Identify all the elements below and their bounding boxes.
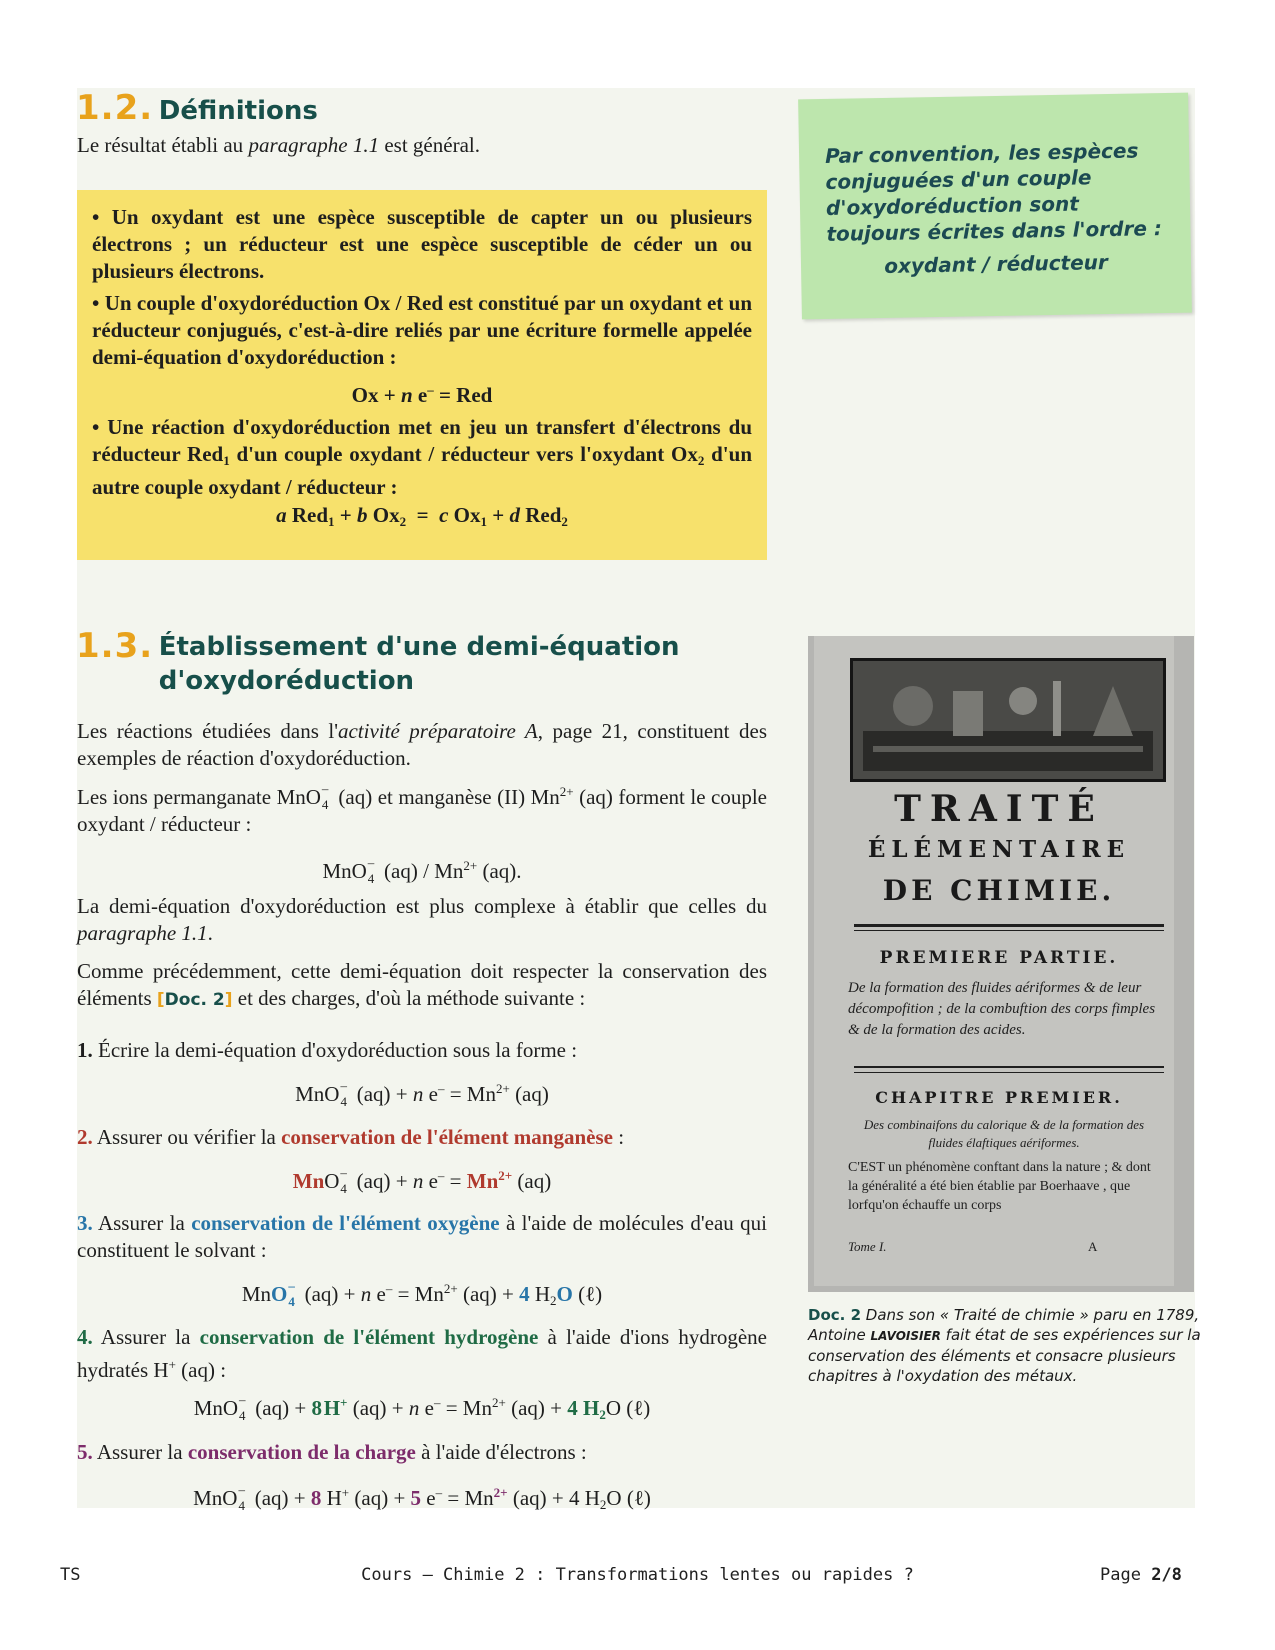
sub: 1 <box>480 514 487 529</box>
highlight: conservation de l'élément oxygène <box>191 1211 500 1235</box>
text: (aq) <box>509 1082 549 1106</box>
text: O <box>605 1396 621 1420</box>
text: = <box>392 1282 415 1306</box>
definitions-box <box>77 190 767 560</box>
sub: 2 <box>550 1293 557 1308</box>
sub: 2 <box>599 1497 607 1512</box>
highlight: conservation de la charge <box>187 1440 416 1464</box>
text: MnO <box>193 1396 239 1420</box>
doc-label: Doc. 2 <box>164 990 225 1010</box>
species: Red <box>286 503 329 527</box>
tome-label <box>848 1236 1160 1257</box>
treatise-title-2: ÉLÉMENTAIRE <box>867 836 1131 863</box>
text: Assurer la <box>92 1325 200 1349</box>
treatise-title-3: DE CHIMIE. <box>882 874 1116 907</box>
laboratory-engraving-icon <box>853 661 1163 779</box>
sub-sup <box>238 1392 250 1423</box>
sup: 2+ <box>491 1395 506 1410</box>
divider <box>854 924 1164 927</box>
eq-part: = Red <box>433 383 493 407</box>
equation-step-1 <box>77 1075 767 1108</box>
text: H <box>321 1486 342 1510</box>
text: d'un autre couple oxydant / réducteur : <box>92 442 753 499</box>
text: (aq) <box>299 1282 339 1306</box>
text: H <box>577 1396 600 1420</box>
doc-2-caption <box>808 1305 1203 1386</box>
text-ref: activité préparatoire A <box>337 719 538 743</box>
coef: 8 <box>311 1396 322 1420</box>
text: H <box>529 1282 551 1306</box>
text: Mn <box>466 1082 496 1106</box>
text: MnO <box>295 1082 340 1106</box>
sub: 1 <box>223 453 230 468</box>
text: Assurer ou vérifier la <box>92 1125 282 1149</box>
text: + <box>289 1396 312 1420</box>
part-description: De la formation des fluides aériformes & de leur décompofition ; de la combuftion des corps fimples & de la formation des acides. <box>848 980 1156 1038</box>
coef: d <box>509 503 520 527</box>
intro-text-end: est général. <box>379 133 480 157</box>
sup: 2+ <box>443 1281 458 1296</box>
eq-part: Ox + <box>351 383 401 407</box>
definition-couple: • Un couple d'oxydoréduction Ox / Red est constitué par un oxydant et un réducteur conjugués, c'est-à-dire reliés par une écriture formelle appelée demi-équation d'oxydoréduction : <box>92 291 752 369</box>
text: Les réactions étudiées dans l' <box>77 719 338 743</box>
text: e <box>423 1169 438 1193</box>
step-3 <box>77 1210 767 1264</box>
text: Mn <box>466 1169 499 1193</box>
text: H <box>579 1486 600 1510</box>
sub-sup <box>321 781 333 812</box>
text: (aq) <box>457 1282 497 1306</box>
divider <box>854 930 1164 931</box>
equation-step-3 <box>77 1275 767 1314</box>
section-number: 1.3. <box>76 626 154 666</box>
op: = <box>406 503 440 527</box>
sup: 2+ <box>498 1168 513 1183</box>
text: e <box>423 1082 438 1106</box>
text: et des charges, d'où la méthode suivante : <box>232 986 586 1010</box>
text: + <box>390 1082 413 1106</box>
reaction-equation <box>77 502 767 535</box>
intro-ref: paragraphe 1.1 <box>248 133 380 157</box>
sup: 2+ <box>495 1081 510 1096</box>
text: (aq) <box>351 1169 391 1193</box>
equation-step-2 <box>77 1162 767 1195</box>
doc-2-image <box>808 636 1194 1292</box>
page-label: Page <box>1100 1565 1152 1585</box>
step-number: 1. <box>77 1038 93 1062</box>
text: (ℓ) <box>621 1396 651 1420</box>
engraving-illustration <box>850 658 1166 782</box>
section-title: d'oxydoréduction <box>158 666 415 696</box>
highlight: conservation de l'élément manganèse <box>281 1125 613 1149</box>
text: à l'aide d'ions hydrogène hydratés H <box>77 1325 767 1382</box>
text: H <box>323 1396 341 1420</box>
sub: 4 <box>238 1498 245 1513</box>
paragraph-permanganate <box>77 778 767 838</box>
text: + <box>386 1396 409 1420</box>
definition-reaction <box>92 414 752 501</box>
text: (aq) <box>512 1169 552 1193</box>
coef: 4 <box>519 1282 530 1306</box>
sup: 2+ <box>463 858 478 873</box>
signature-mark: A <box>1088 1239 1098 1254</box>
step-4 <box>77 1324 767 1384</box>
species: Ox <box>448 503 481 527</box>
text: n <box>412 1082 424 1106</box>
text: O <box>324 1169 340 1193</box>
text: + <box>288 1486 311 1510</box>
text: (aq) : <box>175 1358 227 1382</box>
text: + <box>390 1169 413 1193</box>
bracket: ] <box>224 990 233 1010</box>
sub: 2 <box>697 453 705 468</box>
sup: – <box>385 1281 393 1296</box>
text: Assurer la <box>92 1211 192 1235</box>
divider <box>854 1072 1164 1073</box>
sup: – <box>239 1392 246 1407</box>
sup: – <box>437 1081 445 1096</box>
text: La demi-équation d'oxydoréduction est plus complexe à établir que celles du <box>77 894 767 918</box>
footer-title: Cours – Chimie 2 : Transformations lentes ou rapides ? <box>361 1565 914 1585</box>
step-number: 2. <box>77 1125 93 1149</box>
text: (aq) / Mn <box>378 859 464 883</box>
section-1-2-intro <box>77 132 767 159</box>
sub: 2 <box>399 514 407 529</box>
highlight: conservation de l'élément hydrogène <box>199 1325 539 1349</box>
text: O <box>556 1282 573 1306</box>
treatise-title-1: TRAITÉ <box>894 788 1104 830</box>
step-number: 5. <box>77 1440 93 1464</box>
text: e <box>371 1282 386 1306</box>
eq-sup: – <box>427 382 434 397</box>
couple-equation <box>77 852 767 885</box>
sub-sup <box>339 1078 351 1109</box>
treatise-text: C'EST un phénomène conftant dans la nature ; & dont la généralité a été bien établie par Boerhaave , que lorfqu'on échauffe un corps <box>848 1160 1151 1213</box>
text: (aq) <box>349 1486 389 1510</box>
text: Écrire la demi-équation d'oxydoréduction sous la forme : <box>92 1038 578 1062</box>
text: (aq) forment le couple oxydant / réducteur : <box>77 785 767 836</box>
sub-sup <box>287 1278 299 1309</box>
treatise-title-page <box>814 636 1174 1286</box>
text: Mn <box>464 1486 494 1510</box>
text: d'un couple oxydant / réducteur vers l'oxydant Ox <box>229 442 698 466</box>
species: Ox <box>367 503 400 527</box>
text: (ℓ) <box>621 1486 651 1510</box>
paragraph-method <box>77 958 767 1014</box>
text: + <box>546 1486 569 1510</box>
coef: b <box>357 503 368 527</box>
text: (aq) <box>249 1486 289 1510</box>
definition-oxidant: • Un oxydant est une espèce susceptible de capter un ou plusieurs électrons ; un réducteur est une espèce susceptible de céder un ou plusieurs électrons. <box>92 205 752 283</box>
text: n <box>360 1282 372 1306</box>
step-number: 3. <box>77 1211 93 1235</box>
sup: + <box>168 1357 176 1372</box>
sub-sup <box>237 1482 249 1513</box>
sup: – <box>288 1278 295 1293</box>
section-title: Établissement d'une demi-équation <box>158 632 680 662</box>
convention-note <box>798 93 1192 320</box>
sup: + <box>340 1395 348 1410</box>
sub-sup <box>339 1165 351 1196</box>
sup: 2+ <box>493 1485 508 1500</box>
text: . <box>207 921 213 945</box>
sup: – <box>367 855 375 870</box>
chapter-heading: CHAPITRE PREMIER. <box>875 1088 1123 1107</box>
sub: 4 <box>367 871 375 886</box>
text: e <box>421 1486 436 1510</box>
text: + <box>544 1396 568 1420</box>
text: (aq) <box>351 1082 391 1106</box>
bracket: [ <box>156 990 165 1010</box>
divider <box>854 1066 1164 1068</box>
section-1-2-heading <box>76 88 318 128</box>
sub: 4 <box>321 797 329 812</box>
step-5 <box>77 1439 767 1466</box>
step-1 <box>77 1037 767 1064</box>
text: = <box>442 1486 465 1510</box>
note-text: Par convention, les espèces conjuguées d'un couple d'oxydoréduction sont toujours écrites dans l'ordre : <box>824 138 1163 246</box>
text: Mn <box>292 1169 325 1193</box>
text: MnO <box>193 1486 238 1510</box>
section-1-3-heading <box>76 626 776 698</box>
sub-sup <box>367 855 379 886</box>
sup: – <box>433 1395 441 1410</box>
text: O <box>271 1282 288 1306</box>
sup: – <box>435 1485 443 1500</box>
sup: – <box>437 1168 445 1183</box>
chapter-description: Des combinaifons du calorique & de la formation des fluides élaftiques aériformes. <box>863 1117 1145 1150</box>
sup: – <box>340 1165 347 1180</box>
text: (aq) <box>250 1396 290 1420</box>
sup: – <box>321 781 329 796</box>
text-ref: paragraphe 1.1 <box>77 921 208 945</box>
text: (ℓ) <box>572 1282 603 1306</box>
text: (aq) <box>347 1396 387 1420</box>
sup: – <box>238 1482 245 1497</box>
text: = <box>444 1169 467 1193</box>
sup: 2+ <box>559 784 574 799</box>
sub: 4 <box>340 1094 347 1109</box>
coef: 5 <box>410 1486 422 1510</box>
section-title: Définitions <box>158 96 318 126</box>
species: Red <box>519 503 562 527</box>
coef: 4 <box>568 1486 580 1510</box>
text: n <box>408 1396 420 1420</box>
text: Les ions permanganate MnO <box>77 785 321 809</box>
text: + <box>496 1282 520 1306</box>
op: + <box>486 503 510 527</box>
caption-name: LAVOISIER <box>870 1329 941 1343</box>
text: = <box>440 1396 463 1420</box>
text: (aq). <box>477 859 522 883</box>
part-heading: PREMIERE PARTIE. <box>879 948 1119 968</box>
coef: a <box>276 503 287 527</box>
text: • Une réaction d'oxydoréduction met en jeu un transfert d'électrons du réducteur Red <box>92 415 752 466</box>
sub: 4 <box>239 1408 246 1423</box>
intro-text: Le résultat établi au <box>77 133 249 157</box>
coef: c <box>439 503 449 527</box>
text: Mn <box>241 1282 271 1306</box>
eq-part: e <box>412 383 428 407</box>
footer-level: TS <box>60 1565 81 1585</box>
op: + <box>334 503 357 527</box>
sub: 1 <box>328 514 335 529</box>
half-equation-general <box>77 376 767 409</box>
paragraph-activity <box>77 718 767 772</box>
text: (aq) <box>505 1396 545 1420</box>
section-title-block <box>159 630 680 698</box>
sub: 4 <box>288 1294 295 1309</box>
step-number: 4. <box>77 1325 93 1349</box>
text: Comme précédemment, cette demi-équation doit respecter la conservation des éléments <box>77 959 767 1010</box>
caption-label: Doc. 2 <box>808 1306 862 1324</box>
text: à l'aide d'électrons : <box>415 1440 587 1464</box>
paragraph-complexity <box>77 893 767 947</box>
note-order: oxydant / réducteur <box>884 250 1109 278</box>
text: n <box>412 1169 424 1193</box>
caption-text: fait état de ses expériences sur la conservation des éléments et consacre plusieurs chapitres à l'oxydation des métaux. <box>808 1326 1201 1385</box>
page-number: 2/8 <box>1151 1565 1182 1585</box>
text: à l'aide de molécules d'eau qui constituent le solvant : <box>77 1211 767 1262</box>
sub: 2 <box>599 1407 606 1422</box>
text: (aq) <box>507 1486 547 1510</box>
coef: 8 <box>310 1486 322 1510</box>
section-number: 1.2. <box>76 88 154 128</box>
text: = <box>444 1082 467 1106</box>
text: (aq) et manganèse (II) Mn <box>332 785 560 809</box>
text: Assurer la <box>92 1440 188 1464</box>
text: : <box>612 1125 625 1149</box>
text: MnO <box>322 859 367 883</box>
tome: Tome I. <box>848 1239 887 1254</box>
text: Mn <box>414 1282 444 1306</box>
text: + <box>338 1282 361 1306</box>
eq-n: n <box>400 383 413 407</box>
text: + <box>388 1486 411 1510</box>
step-2 <box>77 1124 767 1151</box>
sup: – <box>340 1078 347 1093</box>
text: e <box>419 1396 434 1420</box>
text: Mn <box>462 1396 492 1420</box>
caption-text: Dans son « Traité de chimie » paru en 1789, Antoine <box>808 1306 1200 1344</box>
equation-step-5 <box>77 1479 767 1518</box>
sup: + <box>341 1485 350 1500</box>
equation-step-4 <box>77 1389 767 1428</box>
text: , page 21, constituent des exemples de réaction d'oxydoréduction. <box>77 719 767 770</box>
text: O <box>606 1486 622 1510</box>
footer-page <box>1100 1565 1182 1585</box>
doc-2-reference[interactable] <box>157 990 233 1010</box>
sub: 2 <box>561 514 568 529</box>
sub: 4 <box>340 1181 347 1196</box>
coef: 4 <box>567 1396 578 1420</box>
